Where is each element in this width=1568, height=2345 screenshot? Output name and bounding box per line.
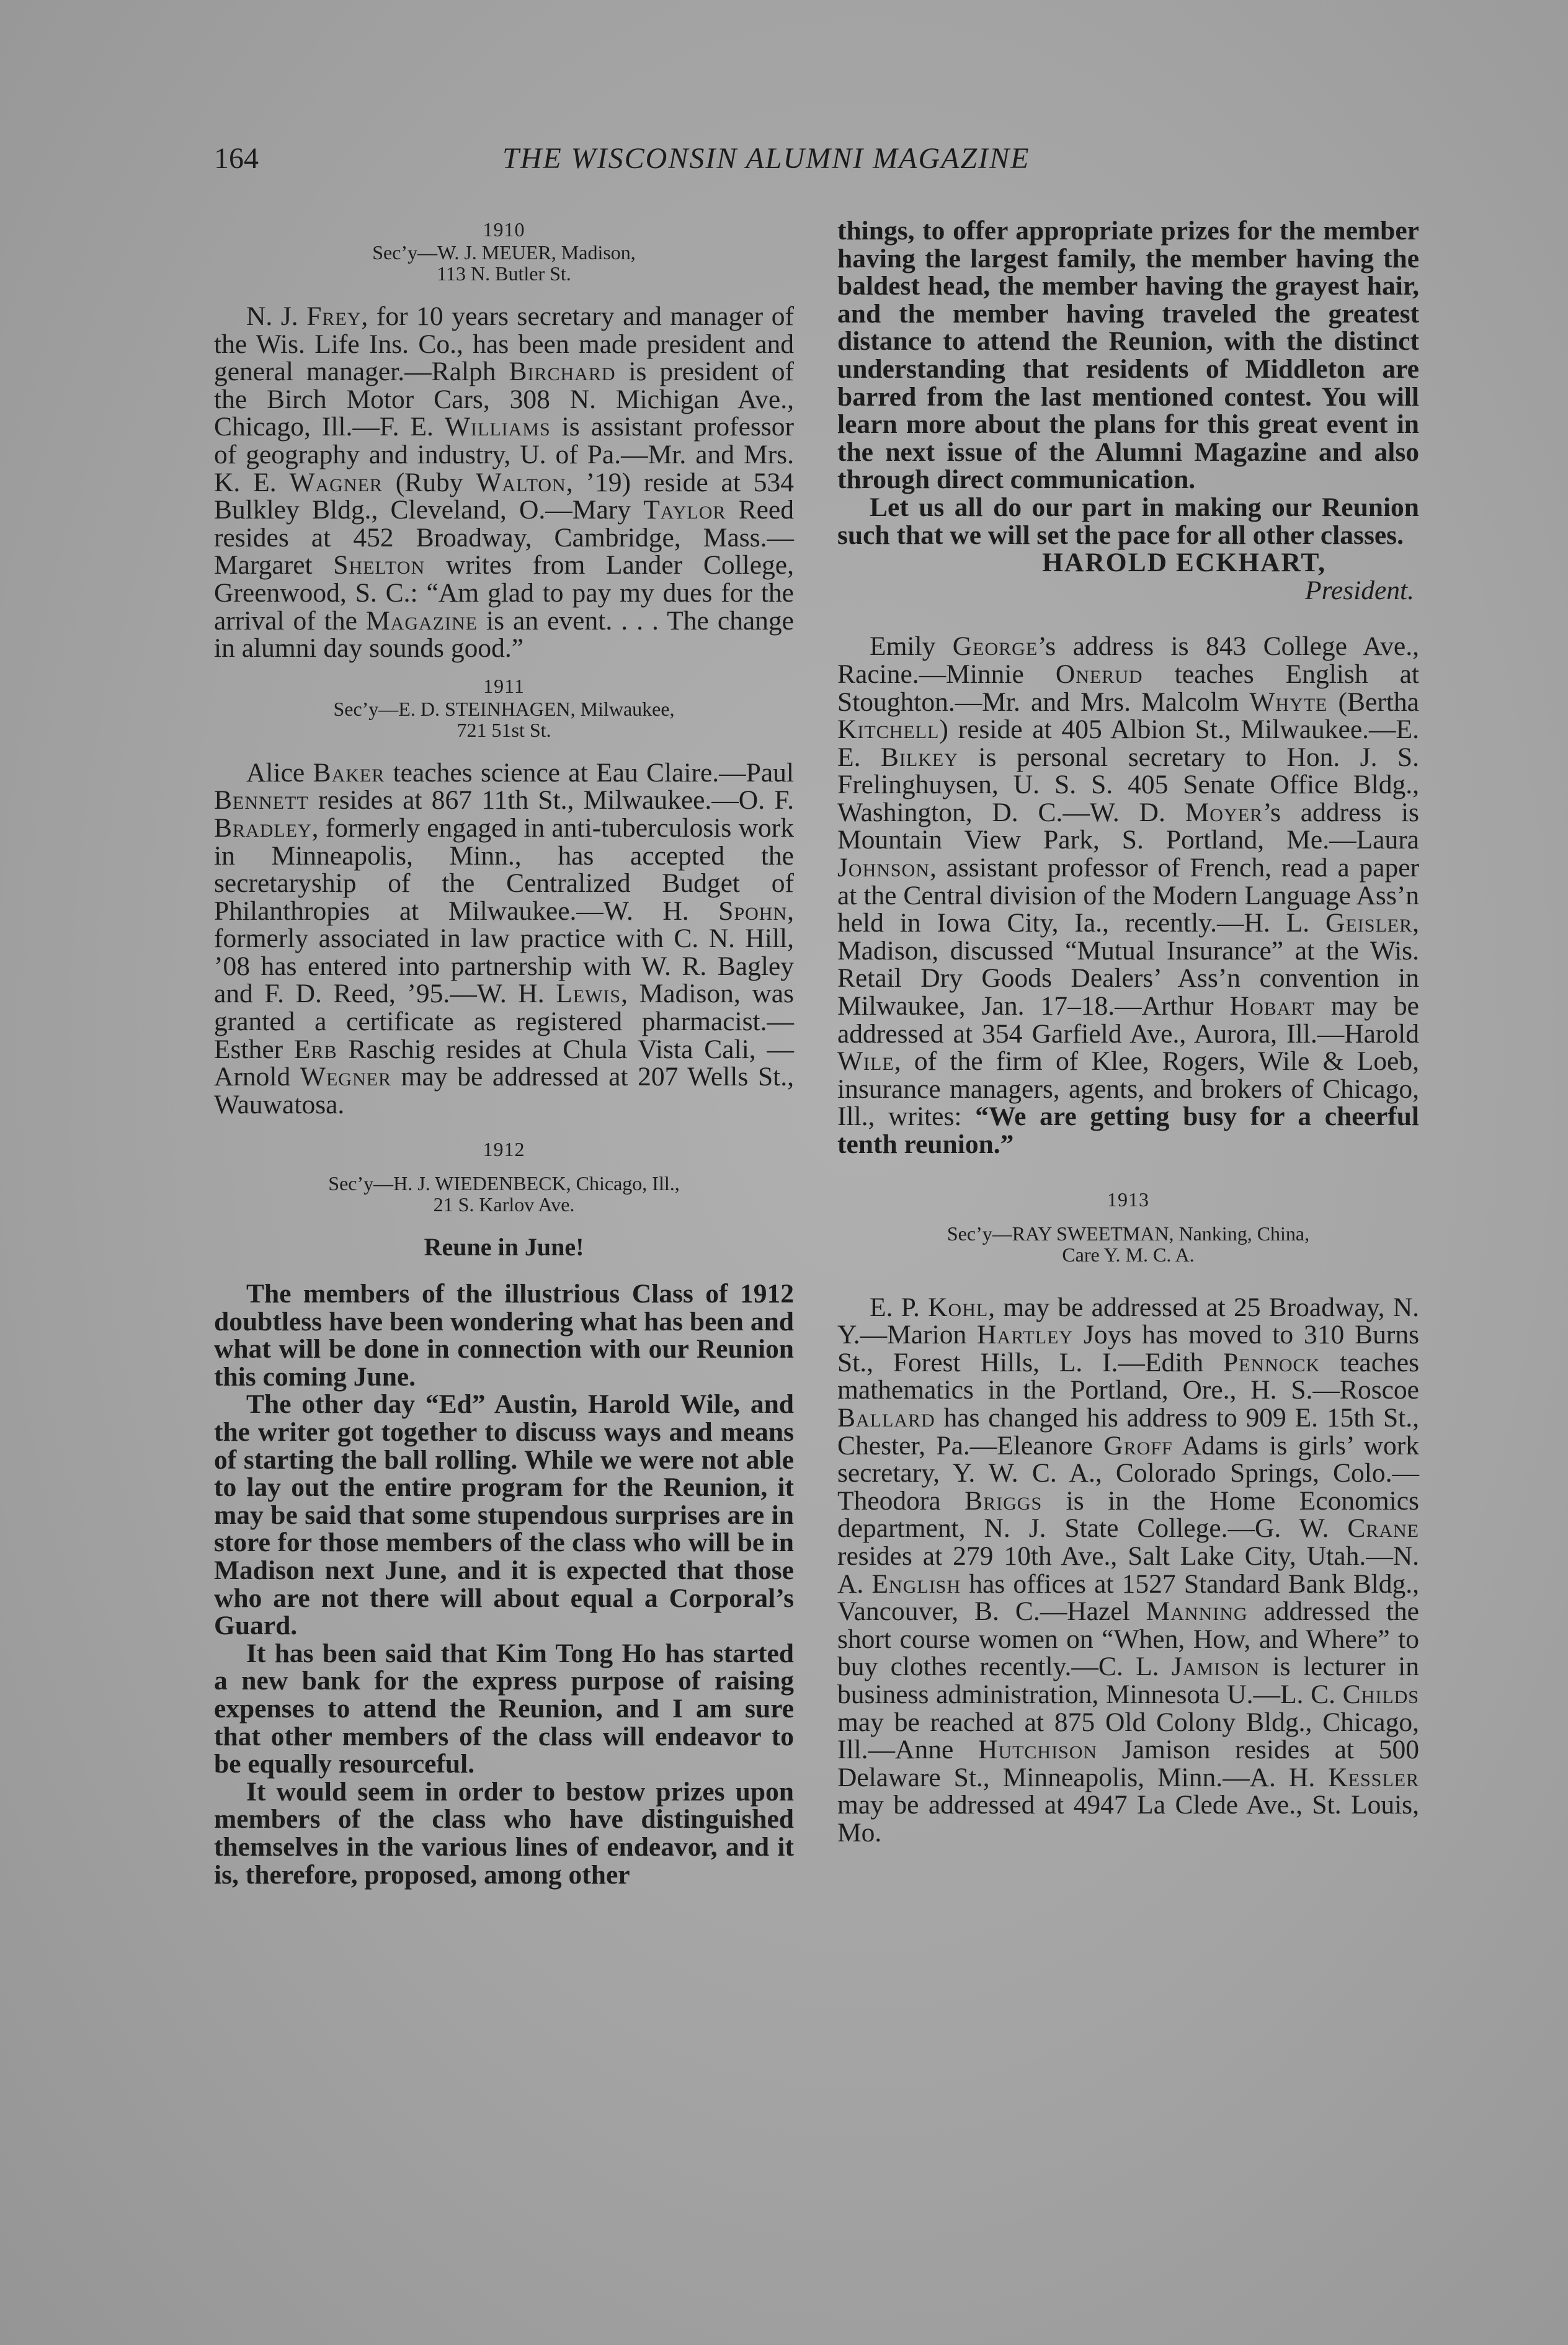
person-surname: Onerud [1055,659,1143,689]
secretary-line-1912 [214,1173,794,1215]
person-surname: Walton [476,467,566,497]
secretary-line-1910 [214,242,794,284]
person-surname: Baker [313,757,385,788]
class-year-1911: 1911 [483,674,525,697]
person-surname: Williams [444,412,551,442]
person-surname: Hartley [977,1320,1074,1350]
person-surname: Kitchell [837,714,940,745]
person-surname: Moyer [1185,797,1263,827]
secretary-address-1912: 21 S. Karlov Ave. [433,1193,575,1216]
person-surname: English [871,1569,961,1599]
class-year-1913: 1913 [1107,1188,1149,1211]
signature-title: President. [1305,575,1414,605]
person-surname: Taylor [643,495,726,525]
person-surname: Wegner [300,1062,391,1092]
person-surname: Crane [1347,1513,1419,1544]
person-surname: Frey [306,301,362,331]
signature-name: HAROLD ECKHART, [1042,548,1326,578]
secretary-name-1912: Sec’y—H. J. WIEDENBECK, Chicago, Ill., [328,1172,680,1195]
right-column [837,217,1419,1846]
person-surname: Kessler [1328,1762,1419,1792]
class-year-1910: 1910 [483,218,525,241]
page-header [214,141,1132,185]
notes-1910: N. J. Frey, for 10 years secretary and manager of the Wis. Life Ins. Co., has been made president and general manager.—Ralph Birchard is president of the Birch Motor Cars, 308 N. Michigan Ave., Chicago, Ill.—F. E. Williams is assistant professor of geography and industry, U. of Pa.—Mr. and Mrs. K. E. Wagner (Ruby Walton, ’19) reside at 534 Bulkley Bldg., Cleveland, O.—Mary Taylor Reed resides at 452 Broadway, Cambridge, Mass.—Margaret Shelton writes from Lander College, Greenwood, S. C.: “Am glad to pay my dues for the arrival of the Magazine is an event. . . . The change in alumni day sounds good.” [214,301,795,664]
secretary-name-1911: Sec’y—E. D. STEINHAGEN, Milwaukee, [333,697,675,720]
person-surname: Bradley [214,812,312,843]
person-surname: Kohl [928,1292,989,1322]
left-column [214,217,794,1889]
reunion-paragraph-2: The other day “Ed” Austin, Harold Wile, and the writer got together to discuss ways and means of starting the ball rolling. While we were not able to lay out the entire program for the Reunion, it may be said that some stupendous surprises are in store for those members of the class who will be in Madison next June, and it is expected that those who are not there will about equal a Corporal’s Guard. [214,1389,794,1641]
secretary-line-1911 [214,698,794,741]
person-surname: Wagner [289,467,383,497]
person-surname: Erb [293,1034,337,1064]
person-surname: Hobart [1229,991,1315,1021]
reunion-paragraph-continued: things, to offer appropriate prizes for the member having the largest family, the member having the baldest head, the member having the grayest hair, and the member having traveled the greatest distance to attend the Reunion, with the distinct understanding that residents of Middleton are barred from the last mentioned contest. You will learn more about the plans for this great event in the next issue of the Alumni Magazine and also through direct communication. [837,216,1419,495]
notes-1911: Alice Baker teaches science at Eau Claire.—Paul Bennett resides at 867 11th St., Milwaukee.—O. F. Bradley, formerly engaged in anti-tuberculosis work in Minneapolis, Minn., has accepted the secretaryship of the Centralized Budget of Philanthropies at Milwaukee.—W. H. Spohn, formerly associated in law practice with C. N. Hill, ’08 has entered into partnership with W. R. Bagley and F. D. Reed, ’95.—W. H. Lewis, Madison, was granted a certificate as registered pharmacist.—Esther Erb Raschig resides at Chula Vista Cali, —Arnold Wegner may be addressed at 207 Wells St., Wauwatosa. [214,757,795,1119]
running-title: THE WISCONSIN ALUMNI MAGAZINE [502,142,1030,175]
person-surname: Groff [1103,1430,1173,1461]
person-surname: Wile [837,1046,894,1077]
reunion-paragraph-3: It has been said that Kim Tong Ho has started a new bank for the express purpose of raising expenses to attend the Reunion, and I am sure that other members of the class will endeavor to be equally resourceful. [214,1638,794,1779]
secretary-line-1913 [837,1223,1419,1265]
person-surname: Geisler [1325,908,1413,938]
reunion-paragraph-4: It would seem in order to bestow prizes upon members of the class who have distinguished themselves in the various lines of endeavor, and it is, therefore, proposed, among other [214,1776,794,1890]
person-surname: Spohn [718,896,788,926]
person-surname: Shelton [333,550,425,581]
person-surname: Pennock [1223,1347,1321,1377]
person-surname: Ballard [837,1402,935,1433]
person-surname: Johnson [837,853,930,883]
person-surname: Hutchison [978,1735,1098,1765]
notes-1913: E. P. Kohl, may be addressed at 25 Broadway, N. Y.—Marion Hartley Joys has moved to 310 Burns St., Forest Hills, L. I.—Edith Pennock teaches mathematics in the Portland, Ore., H. S.—Roscoe Ballard has changed his address to 909 E. 15th St., Chester, Pa.—Eleanore Groff Adams is girls’ work secretary, Y. W. C. A., Colorado Springs, Colo.—Theodora Briggs is in the Home Economics department, N. J. State College.—G. W. Crane resides at 279 10th Ave., Salt Lake City, Utah.—N. A. English has offices at 1527 Standard Bank Bldg., Vancouver, B. C.—Hazel Manning addressed the short course women on “When, How, and Where” to buy clothes recently.—C. L. Jamison is lecturer in business administration, Minnesota U.—L. C. Childs may be reached at 875 Old Colony Bldg., Chicago, Ill.—Anne Hutchison Jamison resides at 500 Delaware St., Minneapolis, Minn.—A. H. Kessler may be addressed at 4947 La Clede Ave., St. Louis, Mo. [837,1292,1420,1848]
person-surname: Manning [1146,1596,1248,1627]
person-surname: Jamison [1171,1652,1260,1682]
person-surname: Bennett [214,785,309,816]
secretary-name-1913: Sec’y—RAY SWEETMAN, Nanking, China, [947,1222,1310,1245]
secretary-address-1911: 721 51st St. [457,718,551,741]
person-surname: Magazine [365,605,478,636]
person-surname: Lewis [556,979,621,1009]
page-number: 164 [214,142,259,175]
secretary-address-1913: Care Y. M. C. A. [1062,1243,1195,1266]
class-year-1912: 1912 [483,1138,525,1161]
bold-quote: “We are getting busy for a cheerful tenth reunion.” [837,1101,1419,1159]
person-surname: Whyte [1249,687,1328,717]
secretary-name-1910: Sec’y—W. J. MEUER, Madison, [372,241,636,264]
person-surname: Briggs [964,1485,1043,1516]
reunion-heading: Reune in June! [424,1233,584,1261]
reunion-closing-paragraph: Let us all do our part in making our Reunion such that we will set the pace for all other classes. [837,492,1419,550]
reunion-paragraph-1: The members of the illustrious Class of 1912 doubtless have been wondering what has been and what will be done in connection with our Reunion this coming June. [214,1279,794,1392]
secretary-address-1910: 113 N. Butler St. [437,262,571,285]
notes-1912: Emily George’s address is 843 College Ave., Racine.—Minnie Onerud teaches English at Stoughton.—Mr. and Mrs. Malcolm Whyte (Bertha Kitchell) reside at 405 Albion St., Milwaukee.—E. E. Bilkey is personal secretary to Hon. J. S. Frelinghuysen, U. S. S. 405 Senate Office Bldg., Washington, D. C.—W. D. Moyer’s address is Mountain View Park, S. Portland, Me.—Laura Johnson, assistant professor of French, read a paper at the Central division of the Modern Language Ass’n held in Iowa City, Ia., recently.—H. L. Geisler, Madison, discussed “Mutual Insurance” at the Wis. Retail Dry Goods Dealers’ Ass’n convention in Milwaukee, Jan. 17–18.—Arthur Hobart may be addressed at 354 Garfield Ave., Aurora, Ill.—Harold Wile, of the firm of Klee, Rogers, Wile & Loeb, insurance managers, agents, and brokers of Chicago, Ill., writes: “We are getting busy for a cheerful tenth reunion.” [837,631,1420,1159]
person-surname: Bilkey [880,742,958,772]
person-surname: George [952,631,1038,662]
person-surname: Birchard [509,357,616,387]
person-surname: Childs [1342,1679,1419,1709]
